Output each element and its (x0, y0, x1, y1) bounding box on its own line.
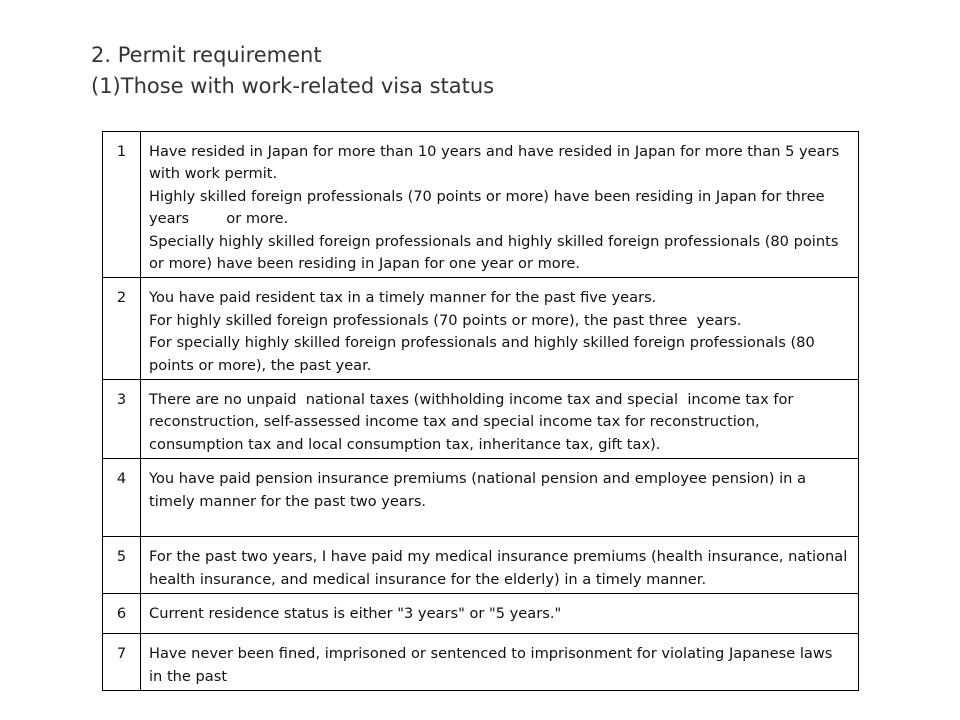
requirement-text (141, 459, 859, 537)
section-title: 2. Permit requirement (91, 43, 322, 67)
requirement-text (141, 278, 859, 380)
requirement-line: Specially highly skilled foreign professionals and highly skilled foreign professionals (80 points or more) have been residing in Japan for one year or more. (149, 232, 839, 273)
requirement-number: 5 (103, 537, 141, 594)
requirement-number: 4 (103, 459, 141, 537)
requirement-line: Have resided in Japan for more than 10 years and have resided in Japan for more than 5 years with work permit. (149, 143, 840, 183)
requirement-line: For specially highly skilled foreign professionals and highly skilled foreign professionals (80 points or more), the past year. (149, 334, 815, 374)
requirement-text (141, 132, 859, 278)
requirement-number: 2 (103, 278, 141, 380)
requirement-row-4 (103, 459, 859, 537)
requirement-line: You have paid resident tax in a timely manner for the past five years. (149, 289, 657, 307)
requirement-number: 6 (103, 594, 141, 634)
requirement-line: Have never been fined, imprisoned or sentenced to imprisonment for violating Japanese laws in the past (149, 645, 833, 685)
requirement-text (141, 634, 859, 691)
requirement-row-7 (103, 634, 859, 691)
requirements-table (102, 131, 859, 691)
requirement-row-3 (103, 380, 859, 459)
section-subtitle: (1)Those with work-related visa status (91, 74, 495, 98)
requirement-line: For the past two years, I have paid my medical insurance premiums (health insurance, national health insurance, and medical insurance for the elderly) in a timely manner. (149, 548, 848, 588)
requirement-text (141, 537, 859, 594)
requirement-number: 3 (103, 380, 141, 459)
requirement-row-2 (103, 278, 859, 380)
requirement-number: 1 (103, 132, 141, 278)
requirement-line: You have paid pension insurance premiums (national pension and employee pension) in a timely manner for the past two years. (149, 470, 807, 510)
requirement-line: There are no unpaid national taxes (withholding income tax and special income tax for reconstruction, self-assessed income tax and special income tax for reconstruction, consumption tax and local consumption tax, inheritance tax, gift tax). (149, 391, 794, 453)
requirement-row-1 (103, 132, 859, 278)
requirement-line: Highly skilled foreign professionals (70 points or more) have been residing in Japan for three years or more. (149, 187, 825, 228)
requirement-text (141, 380, 859, 459)
section-heading (91, 40, 494, 102)
requirement-text (141, 594, 859, 634)
requirement-line: Current residence status is either "3 years" or "5 years." (149, 605, 562, 623)
requirement-row-5 (103, 537, 859, 594)
requirement-row-6 (103, 594, 859, 634)
requirement-number: 7 (103, 634, 141, 691)
requirement-line: For highly skilled foreign professionals (70 points or more), the past three years. (149, 311, 742, 329)
